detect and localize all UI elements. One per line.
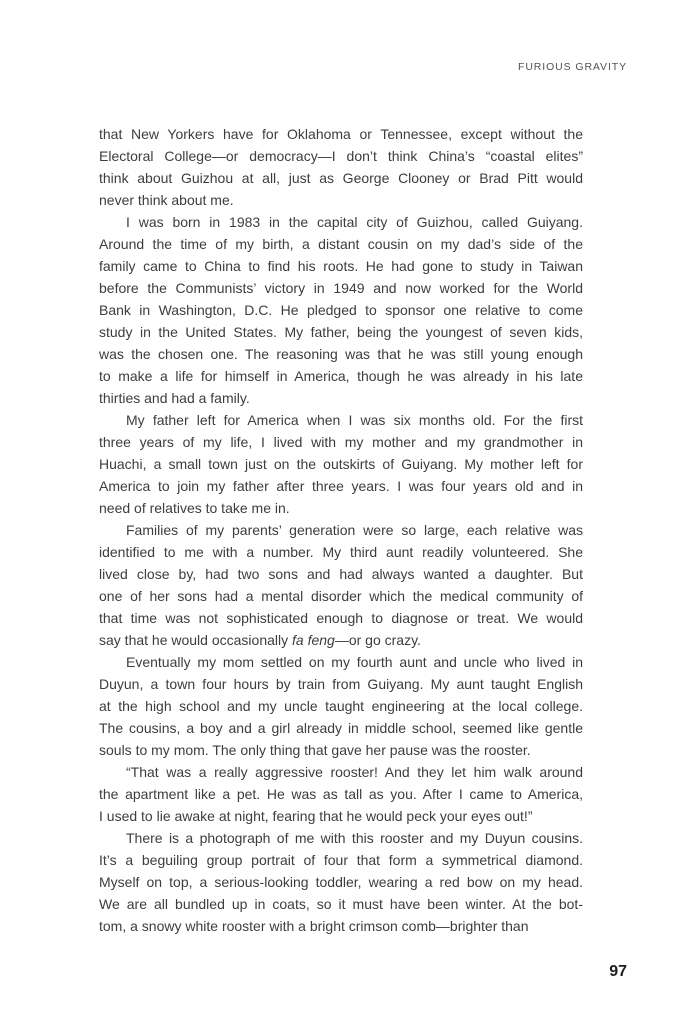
text-segment: —or go crazy. [334, 632, 421, 648]
text-segment: souls to my mom. The only thing that gave her pause was the rooster. [99, 742, 531, 758]
text-line [99, 343, 583, 365]
text-segment: Myself on top, a serious-looking toddler, wearing a red bow on my head. [99, 874, 583, 890]
text-segment: The cousins, a boy and a girl already in middle school, seemed like gentle [99, 720, 583, 736]
text-segment: one of her sons had a mental disorder which the medical community of [99, 588, 583, 604]
text-line [99, 277, 583, 299]
text-line [99, 827, 583, 849]
text-line [99, 365, 583, 387]
text-line [99, 805, 583, 827]
page-number: 97 [609, 963, 627, 980]
text-segment: “That was a really aggressive rooster! And they let him walk around [126, 764, 583, 780]
text-line [99, 695, 583, 717]
text-line [99, 387, 583, 409]
text-line [99, 651, 583, 673]
text-line [99, 607, 583, 629]
text-segment: family came to China to find his roots. He had gone to study in Taiwan [99, 258, 583, 274]
text-segment: the apartment like a pet. He was as tall as you. After I came to America, [99, 786, 583, 802]
text-segment: Families of my parents’ generation were so large, each relative was [126, 522, 583, 538]
text-segment: was the chosen one. The reasoning was that he was still young enough [99, 346, 583, 362]
text-segment: It’s a beguiling group portrait of four that form a symmetrical diamond. [99, 852, 583, 868]
text-segment: three years of my life, I lived with my mother and my grandmother in [99, 434, 583, 450]
text-segment: say that he would occasionally [99, 632, 292, 648]
text-segment: tom, a snowy white rooster with a bright crimson comb—brighter than [99, 918, 529, 934]
text-segment: identified to me with a number. My third aunt readily volunteered. She [99, 544, 583, 560]
text-line [99, 717, 583, 739]
text-segment: thirties and had a family. [99, 390, 250, 406]
text-line [99, 783, 583, 805]
text-line [99, 211, 583, 233]
text-line [99, 409, 583, 431]
text-line [99, 585, 583, 607]
text-segment: Eventually my mom settled on my fourth aunt and uncle who lived in [126, 654, 583, 670]
text-segment: think about Guizhou at all, just as George Clooney or Brad Pitt would [99, 170, 583, 186]
text-segment: There is a photograph of me with this rooster and my Duyun cousins. [126, 830, 583, 846]
text-line [99, 761, 583, 783]
text-line [99, 299, 583, 321]
text-segment: that time was not sophisticated enough to diagnose or treat. We would [99, 610, 583, 626]
text-line [99, 321, 583, 343]
text-segment: lived close by, had two sons and had always wanted a daughter. But [99, 566, 583, 582]
text-segment: America to join my father after three years. I was four years old and in [99, 478, 583, 494]
text-segment: never think about me. [99, 192, 234, 208]
text-segment: Around the time of my birth, a distant cousin on my dad’s side of the [99, 236, 583, 252]
text-line [99, 431, 583, 453]
text-segment: Electoral College—or democracy—I don’t think China’s “coastal elites” [99, 148, 583, 164]
text-line [99, 893, 583, 915]
italic-text: fa feng [292, 632, 335, 648]
text-line [99, 673, 583, 695]
text-segment: I used to lie awake at night, fearing that he would peck your eyes out!” [99, 808, 533, 824]
text-segment: study in the United States. My father, being the youngest of seven kids, [99, 324, 583, 340]
text-line [99, 189, 583, 211]
text-segment: I was born in 1983 in the capital city of Guizhou, called Guiyang. [126, 214, 583, 230]
text-line [99, 541, 583, 563]
text-segment: We are all bundled up in coats, so it must have been winter. At the bot- [99, 896, 583, 912]
text-line [99, 233, 583, 255]
text-segment: to make a life for himself in America, though he was already in his late [99, 368, 583, 384]
text-line [99, 871, 583, 893]
text-line [99, 563, 583, 585]
text-line [99, 519, 583, 541]
text-segment: Huachi, a small town just on the outskirts of Guiyang. My mother left for [99, 456, 583, 472]
text-line [99, 453, 583, 475]
text-line [99, 497, 583, 519]
text-line [99, 475, 583, 497]
text-line [99, 849, 583, 871]
text-line [99, 739, 583, 761]
text-segment: Bank in Washington, D.C. He pledged to sponsor one relative to come [99, 302, 583, 318]
text-segment: My father left for America when I was six months old. For the first [126, 412, 583, 428]
running-head: FURIOUS GRAVITY [518, 61, 627, 73]
text-segment: Duyun, a town four hours by train from Guiyang. My aunt taught English [99, 676, 583, 692]
text-line [99, 167, 583, 189]
text-segment: before the Communists’ victory in 1949 and now worked for the World [99, 280, 583, 296]
text-line [99, 629, 583, 651]
text-segment: that New Yorkers have for Oklahoma or Tennessee, except without the [99, 126, 583, 142]
body-text [99, 123, 583, 937]
text-line [99, 255, 583, 277]
text-segment: at the high school and my uncle taught engineering at the local college. [99, 698, 583, 714]
text-line [99, 145, 583, 167]
text-line [99, 915, 583, 937]
text-segment: need of relatives to take me in. [99, 500, 290, 516]
text-line [99, 123, 583, 145]
